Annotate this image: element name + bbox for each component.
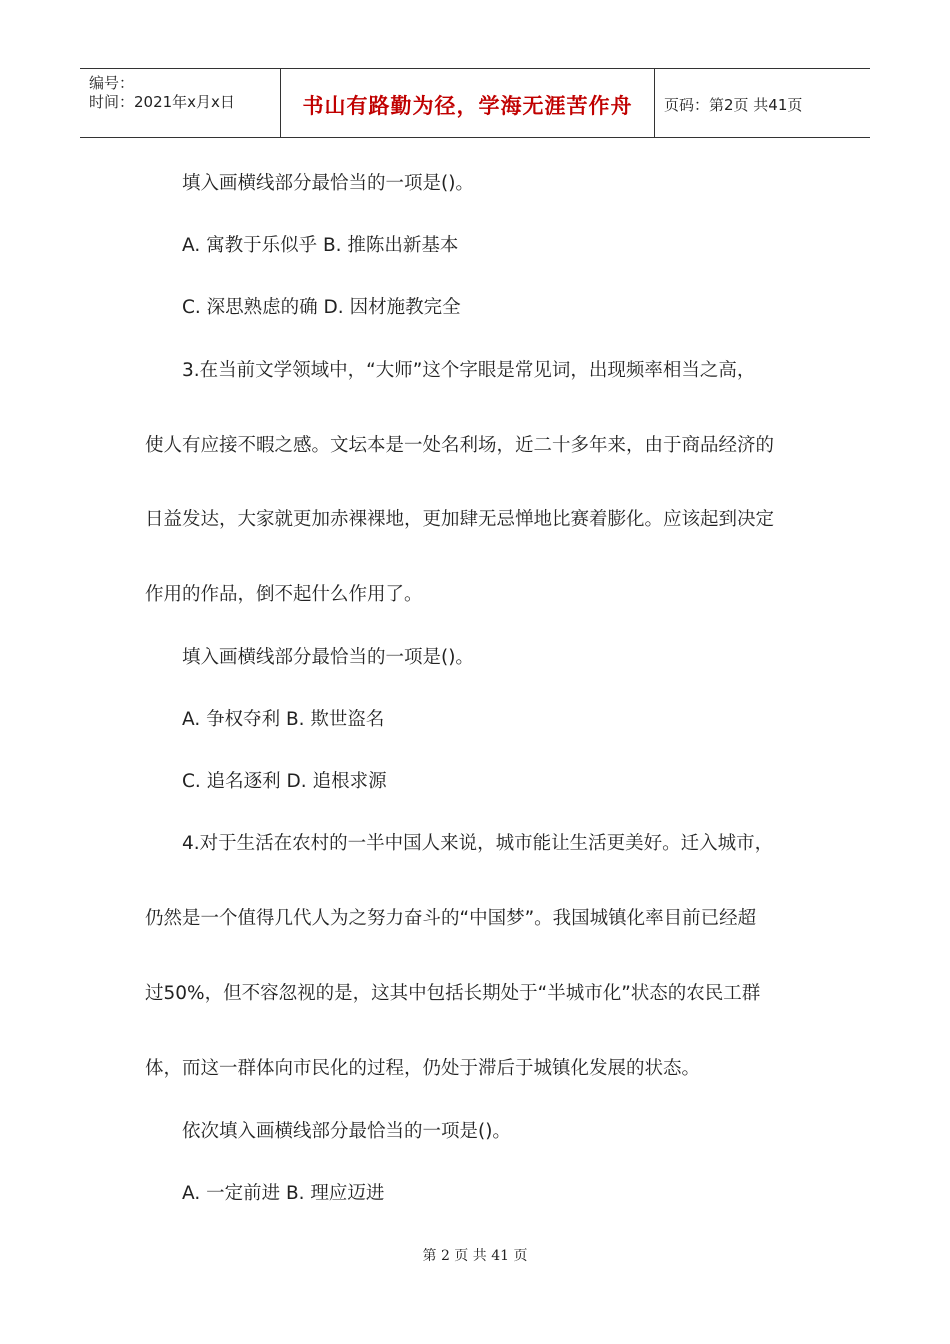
- paragraph-line: 日益发达，大家就更加赤裸裸地，更加肆无忌惮地比赛着膨化。应该起到决定: [145, 509, 775, 530]
- question-prompt: 填入画横线部分最恰当的一项是()。: [182, 647, 474, 668]
- option-line: A. 争权夺利 B. 欺世盗名: [182, 709, 385, 730]
- option-line: A. 寓教于乐似乎 B. 推陈出新基本: [182, 235, 459, 256]
- date-label: 时间：2021年x月x日: [89, 93, 235, 111]
- paragraph-line: 作用的作品，倒不起什么作用了。: [145, 584, 423, 605]
- header-motto: 书山有路勤为径，学海无涯苦作舟: [302, 94, 633, 118]
- number-label: 编号：: [89, 74, 135, 92]
- paragraph-line: 过50%，但不容忽视的是，这其中包括长期处于“半城市化”状态的农民工群: [145, 983, 761, 1004]
- header-page-cell: [654, 69, 870, 137]
- paragraph-line: 4.对于生活在农村的一半中国人来说，城市能让生活更美好。迁入城市，: [182, 833, 774, 854]
- option-line: A. 一定前进 B. 理应迈进: [182, 1183, 385, 1204]
- question-prompt: 填入画横线部分最恰当的一项是()。: [182, 173, 474, 194]
- header-motto-cell: [280, 69, 655, 137]
- paragraph-line: 使人有应接不暇之感。文坛本是一处名利场，近二十多年来，由于商品经济的: [145, 435, 775, 456]
- page-header: [80, 68, 870, 138]
- paragraph-line: 3.在当前文学领域中，“大师”这个字眼是常见词，出现频率相当之高，: [182, 360, 756, 381]
- header-meta: [80, 69, 280, 137]
- header-page-info: 页码：第2页 共41页: [664, 96, 803, 114]
- option-line: C. 深思熟虑的确 D. 因材施教完全: [182, 297, 461, 318]
- option-line: C. 追名逐利 D. 追根求源: [182, 771, 387, 792]
- paragraph-line: 体，而这一群体向市民化的过程，仍处于滞后于城镇化发展的状态。: [145, 1058, 701, 1079]
- page-footer: 第 2 页 共 41 页: [422, 1248, 528, 1264]
- paragraph-line: 仍然是一个值得几代人为之努力奋斗的“中国梦”。我国城镇化率目前已经超: [145, 908, 757, 929]
- question-prompt: 依次填入画横线部分最恰当的一项是()。: [182, 1121, 511, 1142]
